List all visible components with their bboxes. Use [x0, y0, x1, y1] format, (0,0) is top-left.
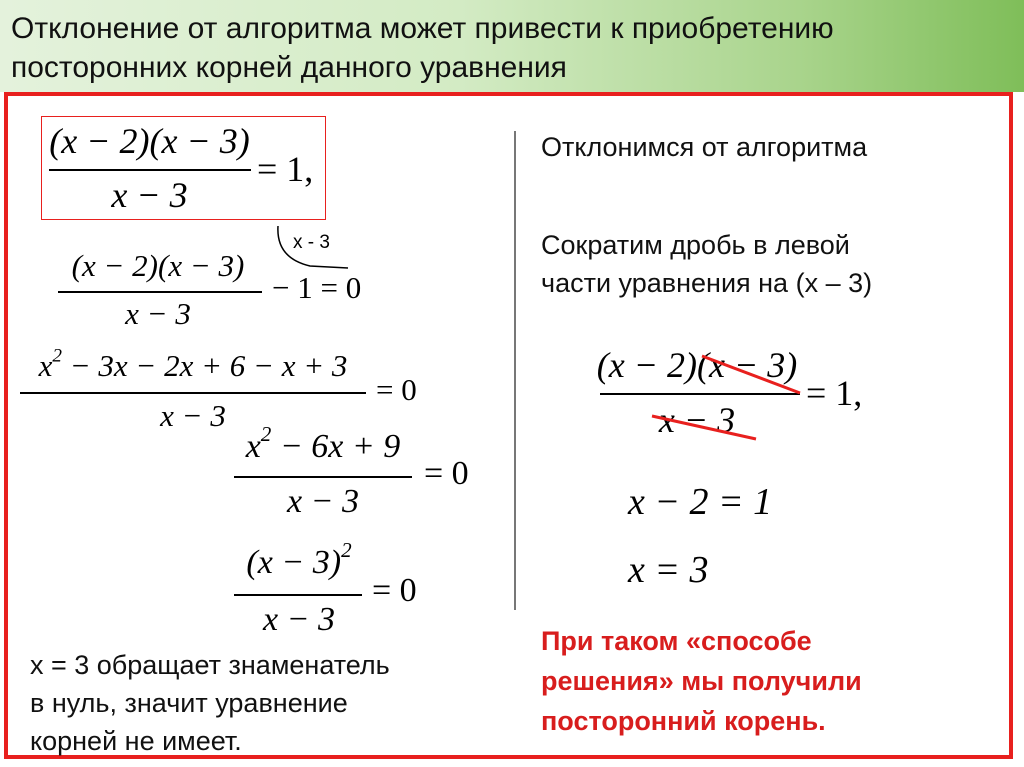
right-note-line-3: посторонний корень.	[541, 706, 826, 736]
cancel-strike-numerator	[702, 356, 800, 393]
equation-3-rhs: = 0	[376, 372, 417, 407]
left-conclusion-line-3: корней не имеет.	[30, 726, 242, 756]
slide-title	[11, 9, 1011, 87]
column-divider	[514, 131, 516, 610]
equation-1-fraction-bar	[49, 169, 251, 171]
equation-4-exponent: 2	[260, 422, 272, 447]
title-bar	[0, 0, 1024, 92]
equation-3-x: x	[38, 348, 53, 383]
equation-5-denominator: x − 3	[262, 601, 336, 638]
equation-3	[18, 345, 438, 440]
equation-3-rest: − 3x − 2x + 6 − x + 3	[62, 348, 348, 383]
right-instruction-line-1: Сократим дробь в левой	[541, 230, 850, 260]
equation-1-numerator: (x − 2)(x − 3)	[49, 121, 250, 161]
equation-2-fraction-bar	[58, 291, 262, 293]
right-equation-rhs: = 1,	[806, 373, 863, 413]
equation-2-rhs: − 1 = 0	[272, 270, 362, 305]
cancel-strike-lines	[590, 340, 820, 450]
equation-1-denominator: x − 3	[111, 175, 188, 215]
equation-5-rhs: = 0	[372, 572, 417, 609]
equation-4-x: x	[245, 428, 261, 465]
right-heading: Отклонимся от алгоритма	[541, 132, 868, 162]
right-step-2: x = 3	[628, 549, 709, 591]
equation-4-numerator	[232, 422, 414, 466]
title-line-2: посторонних корней данного уравнения	[11, 51, 567, 84]
equation-2-denominator: x − 3	[125, 296, 191, 331]
left-conclusion-line-2: в нуль, значит уравнение	[30, 688, 348, 718]
equation-4-denominator: x − 3	[286, 483, 360, 520]
equation-2-numerator: (x − 2)(x − 3)	[71, 248, 245, 283]
equation-3-exponent: 2	[52, 345, 62, 367]
equation-5-numerator	[232, 538, 366, 582]
equation-1	[45, 120, 325, 220]
equation-5-fraction-bar	[234, 594, 362, 596]
equation-3-numerator	[18, 345, 368, 384]
multiplier-note: x - 3	[293, 232, 330, 253]
equation-5-exponent: 2	[341, 538, 352, 563]
right-step-1: x − 2 = 1	[628, 481, 773, 523]
equation-4	[232, 422, 492, 528]
equation-5	[232, 538, 472, 644]
equation-3-denominator: x − 3	[160, 398, 226, 433]
equation-5-base: (x − 3)	[246, 544, 342, 581]
right-note-line-1: При таком «способе	[541, 626, 812, 656]
right-equation-numerator: (x − 2)(x − 3)	[596, 345, 798, 385]
equation-4-rhs: = 0	[424, 455, 469, 492]
cancel-strike-denominator	[652, 416, 756, 439]
right-instruction-line-2: части уравнения на (х – 3)	[541, 268, 873, 298]
equation-3-fraction-bar	[20, 392, 366, 394]
title-line-1: Отклонение от алгоритма может привести к приобретению	[11, 12, 834, 45]
right-equation-denominator: x − 3	[658, 400, 736, 440]
equation-4-rest: − 6x + 9	[271, 428, 401, 465]
equation-2	[52, 248, 392, 338]
left-conclusion-line-1: x = 3 обращает знаменатель	[30, 650, 390, 680]
right-note-line-2: решения» мы получили	[541, 666, 862, 696]
equation-4-fraction-bar	[234, 476, 412, 478]
equation-1-rhs: = 1,	[257, 149, 314, 189]
